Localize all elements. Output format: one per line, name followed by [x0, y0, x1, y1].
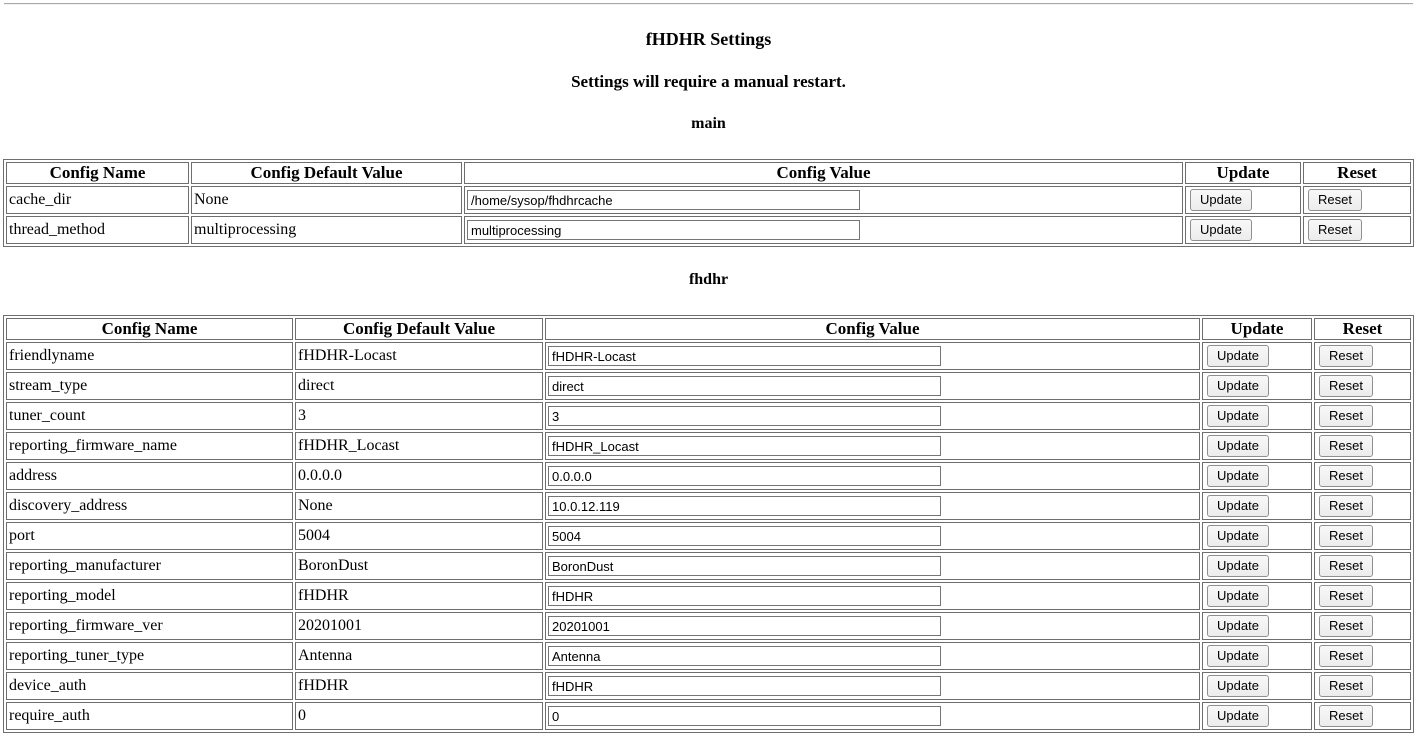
config-value-cell [545, 672, 1200, 700]
column-header-config-default-value: Config Default Value [295, 318, 543, 340]
config-value-cell [545, 522, 1200, 550]
update-cell [1202, 372, 1312, 400]
reset-button[interactable]: Reset [1319, 405, 1373, 427]
reset-cell [1314, 342, 1411, 370]
update-button[interactable]: Update [1207, 585, 1269, 607]
update-cell [1202, 522, 1312, 550]
config-name-cell: reporting_firmware_name [6, 432, 293, 460]
config-name-cell: require_auth [6, 702, 293, 730]
config-value-input[interactable] [548, 646, 941, 666]
column-header-update: Update [1185, 162, 1301, 184]
update-button[interactable]: Update [1207, 345, 1269, 367]
config-value-cell [464, 186, 1183, 214]
column-header-config-name: Config Name [6, 318, 293, 340]
config-name-cell: reporting_manufacturer [6, 552, 293, 580]
update-cell [1202, 642, 1312, 670]
table-row-discovery-address [6, 492, 1411, 520]
table-row-thread-method [6, 216, 1411, 244]
reset-cell [1314, 522, 1411, 550]
reset-cell [1314, 642, 1411, 670]
config-name-cell: reporting_tuner_type [6, 642, 293, 670]
table-row-stream-type [6, 372, 1411, 400]
column-header-update: Update [1202, 318, 1312, 340]
reset-cell [1303, 216, 1411, 244]
update-button[interactable]: Update [1207, 495, 1269, 517]
update-button[interactable]: Update [1207, 705, 1269, 727]
update-button[interactable]: Update [1207, 465, 1269, 487]
config-default-cell: 0.0.0.0 [295, 462, 543, 490]
config-value-cell [545, 492, 1200, 520]
reset-button[interactable]: Reset [1319, 525, 1373, 547]
update-button[interactable]: Update [1207, 645, 1269, 667]
config-value-input[interactable] [548, 376, 941, 396]
config-value-input[interactable] [548, 676, 941, 696]
reset-button[interactable]: Reset [1319, 375, 1373, 397]
config-name-cell: reporting_model [6, 582, 293, 610]
config-value-input[interactable] [467, 190, 860, 210]
column-header-config-value: Config Value [464, 162, 1183, 184]
config-name-cell: reporting_firmware_ver [6, 612, 293, 640]
table-row-reporting-firmware-name [6, 432, 1411, 460]
table-row-cache-dir [6, 186, 1411, 214]
reset-button[interactable]: Reset [1319, 585, 1373, 607]
page-subtitle: Settings will require a manual restart. [571, 72, 846, 91]
page-title: fHDHR Settings [645, 29, 772, 49]
reset-button[interactable]: Reset [1319, 615, 1373, 637]
update-cell [1202, 432, 1312, 460]
config-default-cell: fHDHR [295, 582, 543, 610]
reset-cell [1314, 402, 1411, 430]
config-value-cell [545, 462, 1200, 490]
config-default-cell: None [295, 492, 543, 520]
update-cell [1202, 342, 1312, 370]
update-cell [1202, 492, 1312, 520]
column-header-config-name: Config Name [6, 162, 189, 184]
config-value-cell [464, 216, 1183, 244]
reset-button[interactable]: Reset [1319, 345, 1373, 367]
config-default-cell: Antenna [295, 642, 543, 670]
reset-button[interactable]: Reset [1319, 555, 1373, 577]
update-button[interactable]: Update [1207, 675, 1269, 697]
config-name-cell: port [6, 522, 293, 550]
table-row-address [6, 462, 1411, 490]
table-row-reporting-tuner-type [6, 642, 1411, 670]
config-default-cell: 0 [295, 702, 543, 730]
config-value-input[interactable] [548, 466, 941, 486]
config-value-input[interactable] [548, 496, 941, 516]
main-settings-table [3, 159, 1414, 247]
config-default-cell: multiprocessing [191, 216, 462, 244]
reset-button[interactable]: Reset [1308, 219, 1362, 241]
update-button[interactable]: Update [1190, 189, 1252, 211]
config-value-cell [545, 642, 1200, 670]
update-cell [1202, 702, 1312, 730]
config-default-cell: fHDHR [295, 672, 543, 700]
column-header-reset: Reset [1314, 318, 1411, 340]
config-value-input[interactable] [548, 586, 941, 606]
config-value-input[interactable] [467, 220, 860, 240]
reset-cell [1303, 186, 1411, 214]
top-divider [4, 3, 1413, 5]
section-title-main: main [691, 115, 726, 132]
update-cell [1202, 612, 1312, 640]
table-row-device-auth [6, 672, 1411, 700]
reset-cell [1314, 432, 1411, 460]
reset-cell [1314, 372, 1411, 400]
config-default-cell: None [191, 186, 462, 214]
config-value-cell [545, 552, 1200, 580]
config-value-cell [545, 432, 1200, 460]
config-name-cell: friendlyname [6, 342, 293, 370]
column-header-config-value: Config Value [545, 318, 1200, 340]
config-name-cell: thread_method [6, 216, 189, 244]
config-name-cell: discovery_address [6, 492, 293, 520]
table-row-friendlyname [6, 342, 1411, 370]
reset-cell [1314, 672, 1411, 700]
config-name-cell: tuner_count [6, 402, 293, 430]
config-value-input[interactable] [548, 706, 941, 726]
update-cell [1202, 552, 1312, 580]
config-default-cell: direct [295, 372, 543, 400]
table-row-reporting-firmware-ver [6, 612, 1411, 640]
table-row-reporting-manufacturer [6, 552, 1411, 580]
config-default-cell: BoronDust [295, 552, 543, 580]
config-value-input[interactable] [548, 526, 941, 546]
config-default-cell: 20201001 [295, 612, 543, 640]
config-value-cell [545, 612, 1200, 640]
config-value-input[interactable] [548, 436, 941, 456]
reset-cell [1314, 702, 1411, 730]
reset-button[interactable]: Reset [1308, 189, 1362, 211]
column-header-reset: Reset [1303, 162, 1411, 184]
section-title-fhdhr: fhdhr [688, 271, 729, 288]
config-value-cell [545, 582, 1200, 610]
reset-button[interactable]: Reset [1319, 645, 1373, 667]
update-button[interactable]: Update [1207, 375, 1269, 397]
reset-cell [1314, 552, 1411, 580]
config-name-cell: device_auth [6, 672, 293, 700]
table-header-row [6, 318, 1411, 340]
reset-cell [1314, 612, 1411, 640]
update-cell [1185, 186, 1301, 214]
update-cell [1202, 402, 1312, 430]
config-default-cell: 5004 [295, 522, 543, 550]
update-cell [1202, 462, 1312, 490]
update-cell [1185, 216, 1301, 244]
update-cell [1202, 582, 1312, 610]
config-name-cell: stream_type [6, 372, 293, 400]
update-button[interactable]: Update [1207, 615, 1269, 637]
reset-cell [1314, 492, 1411, 520]
fhdhr-settings-table [3, 315, 1414, 733]
config-value-input[interactable] [548, 346, 941, 366]
update-button[interactable]: Update [1190, 219, 1252, 241]
column-header-config-default-value: Config Default Value [191, 162, 462, 184]
reset-button[interactable]: Reset [1319, 495, 1373, 517]
config-default-cell: 3 [295, 402, 543, 430]
reset-button[interactable]: Reset [1319, 465, 1373, 487]
update-button[interactable]: Update [1207, 555, 1269, 577]
reset-button[interactable]: Reset [1319, 705, 1373, 727]
update-button[interactable]: Update [1207, 405, 1269, 427]
config-value-input[interactable] [548, 616, 941, 636]
table-row-tuner-count [6, 402, 1411, 430]
reset-button[interactable]: Reset [1319, 675, 1373, 697]
reset-button[interactable]: Reset [1319, 435, 1373, 457]
config-name-cell: cache_dir [6, 186, 189, 214]
config-value-cell [545, 372, 1200, 400]
update-button[interactable]: Update [1207, 435, 1269, 457]
table-row-reporting-model [6, 582, 1411, 610]
config-value-cell [545, 402, 1200, 430]
config-name-cell: address [6, 462, 293, 490]
table-header-row [6, 162, 1411, 184]
config-default-cell: fHDHR_Locast [295, 432, 543, 460]
config-value-input[interactable] [548, 556, 941, 576]
update-button[interactable]: Update [1207, 525, 1269, 547]
table-row-port [6, 522, 1411, 550]
table-row-require-auth [6, 702, 1411, 730]
config-value-cell [545, 702, 1200, 730]
reset-cell [1314, 462, 1411, 490]
reset-cell [1314, 582, 1411, 610]
config-default-cell: fHDHR-Locast [295, 342, 543, 370]
config-value-input[interactable] [548, 406, 941, 426]
update-cell [1202, 672, 1312, 700]
config-value-cell [545, 342, 1200, 370]
